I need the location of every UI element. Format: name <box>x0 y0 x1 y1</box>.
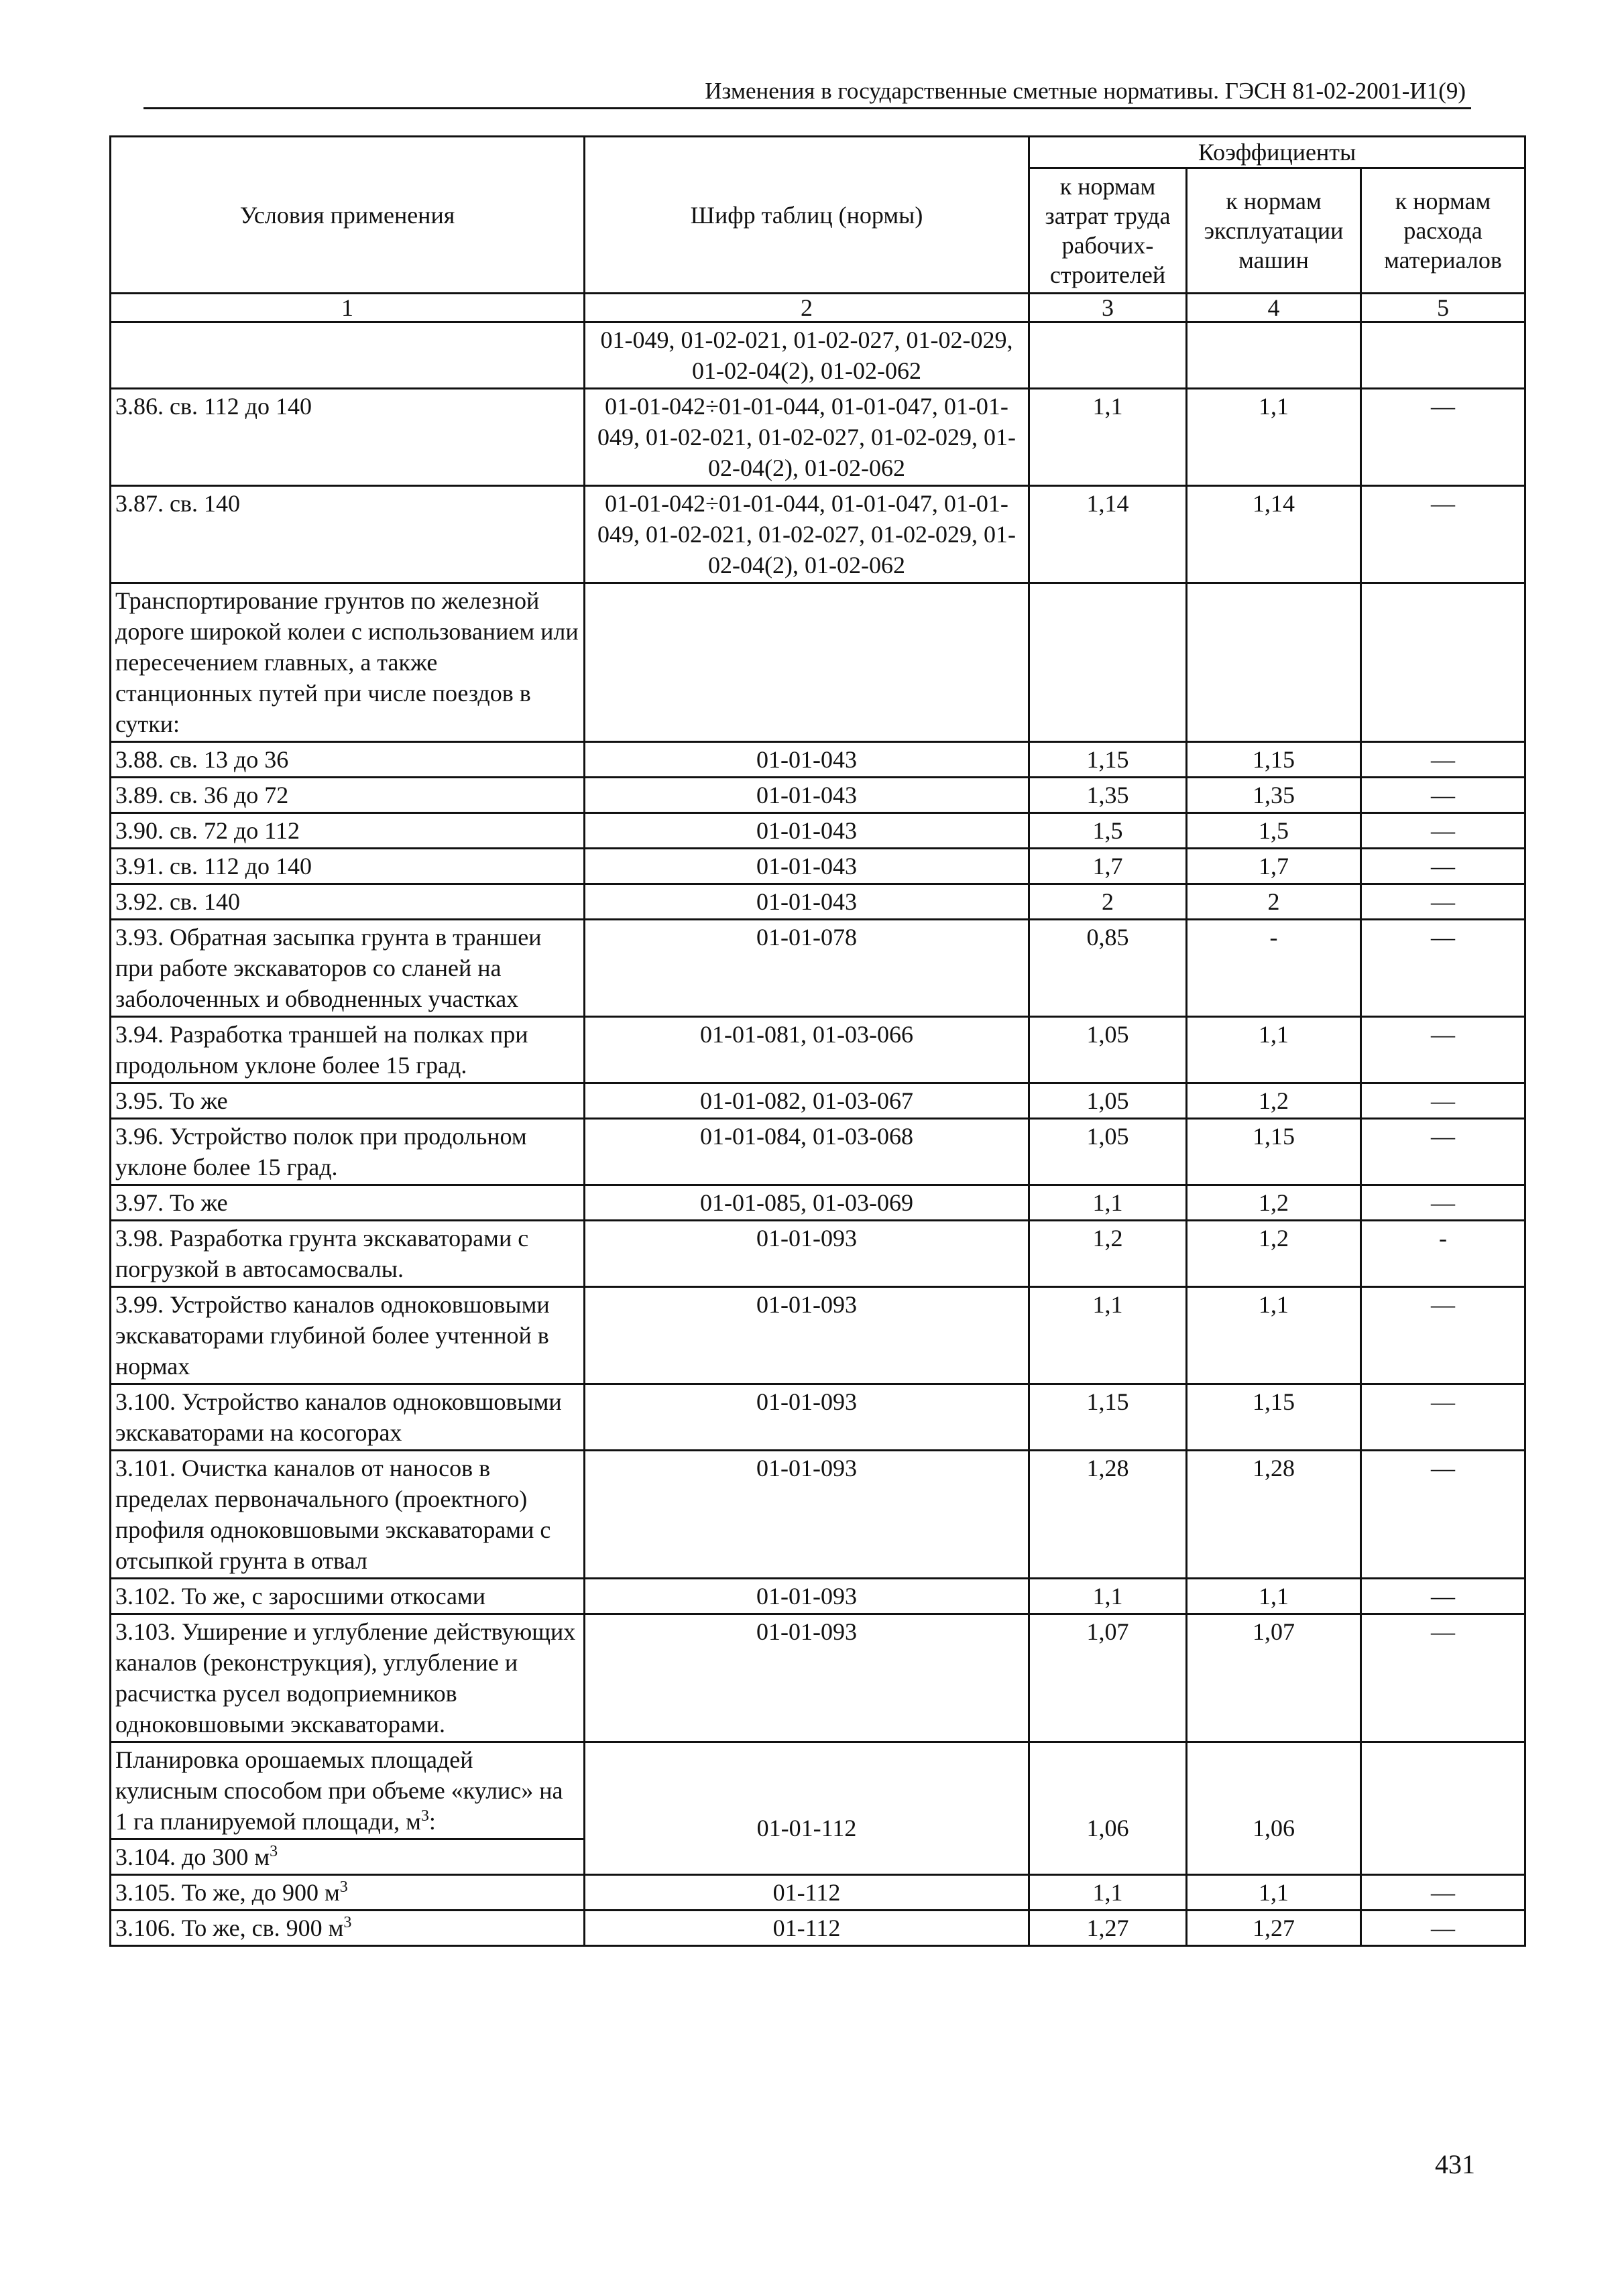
header-title: Изменения в государственные сметные нормативы. ГЭСН 81-02-2001-И1(9) <box>705 78 1466 104</box>
table-body-planning <box>111 1742 1525 1946</box>
table-row <box>111 1614 1525 1742</box>
col-number: 4 <box>1187 294 1361 322</box>
row-104-sup: 3 <box>270 1843 278 1860</box>
cell-code: 01-01-084, 01-03-068 <box>585 1119 1029 1185</box>
cell-labor: 1,14 <box>1029 486 1187 583</box>
table-row <box>111 1185 1525 1221</box>
cell-conditions: 3.87. св. 140 <box>111 486 585 583</box>
cell-conditions <box>111 1875 585 1911</box>
cell-machines: 1,1 <box>1187 1017 1361 1083</box>
table-row <box>111 849 1525 884</box>
cell-labor: 1,15 <box>1029 742 1187 778</box>
cell-machines: 1,2 <box>1187 1221 1361 1287</box>
table-row <box>111 1287 1525 1384</box>
cell-conditions <box>111 1911 585 1946</box>
cell-code: 01-01-082, 01-03-067 <box>585 1083 1029 1119</box>
cell-labor: 2 <box>1029 884 1187 920</box>
coefficients-table <box>109 135 1526 1947</box>
table-row <box>111 1742 1525 1839</box>
cell-code <box>585 583 1029 742</box>
table-row <box>111 1017 1525 1083</box>
table-row <box>111 813 1525 849</box>
planning-intro-tail: : <box>428 1808 436 1835</box>
cell-conditions: Транспортирование грунтов по железной дороге широкой колеи с использованием или пересечением главных, а также станционных путей при числе поездов в сутки: <box>111 583 585 742</box>
cell-conditions: 3.98. Разработка грунта экскаваторами с погрузкой в автосамосвалы. <box>111 1221 585 1287</box>
table-row <box>111 322 1525 389</box>
cell-code: 01-01-081, 01-03-066 <box>585 1017 1029 1083</box>
cell-conditions: 3.101. Очистка каналов от наносов в пределах первоначального (проектного) профиля одноковшовыми экскаваторами с отсыпкой грунта в отвал <box>111 1451 585 1579</box>
table-row <box>111 583 1525 742</box>
cell-materials <box>1361 322 1525 389</box>
col-number: 1 <box>111 294 585 322</box>
cell-machines: 1,27 <box>1187 1911 1361 1946</box>
column-number-row <box>111 294 1525 322</box>
cell-code: 01-01-043 <box>585 849 1029 884</box>
cell-machines: 1,28 <box>1187 1451 1361 1579</box>
cell-labor: 1,2 <box>1029 1221 1187 1287</box>
col-header-machines: к нормам эксплуатации машин <box>1187 168 1361 294</box>
cell-code: 01-01-093 <box>585 1221 1029 1287</box>
table-row <box>111 1911 1525 1946</box>
table-row <box>111 778 1525 813</box>
cell-labor: 1,05 <box>1029 1083 1187 1119</box>
cell-code: 01-112 <box>585 1911 1029 1946</box>
table-row <box>111 1083 1525 1119</box>
cell-labor: 1,7 <box>1029 849 1187 884</box>
cell-materials: — <box>1361 849 1525 884</box>
cell-code: 01-112 <box>585 1875 1029 1911</box>
cell-labor: 1,5 <box>1029 813 1187 849</box>
cell-materials: — <box>1361 1911 1525 1946</box>
cell-labor: 1,27 <box>1029 1911 1187 1946</box>
cell-conditions <box>111 1839 585 1875</box>
cell-conditions: 3.102. То же, с заросшими откосами <box>111 1579 585 1614</box>
table-row <box>111 389 1525 486</box>
table-row <box>111 1119 1525 1185</box>
table-body <box>111 322 1525 1742</box>
cell-labor: 1,35 <box>1029 778 1187 813</box>
cell-materials: — <box>1361 1451 1525 1579</box>
cell-machines: 1,1 <box>1187 1579 1361 1614</box>
cell-machines: 1,1 <box>1187 1287 1361 1384</box>
cell-machines: 1,1 <box>1187 1875 1361 1911</box>
cell-labor: 1,15 <box>1029 1384 1187 1451</box>
cell-labor <box>1029 322 1187 389</box>
cell-code: 01-01-042÷01-01-044, 01-01-047, 01-01-049, 01-02-021, 01-02-027, 01-02-029, 01-02-04(2), 01-02-062 <box>585 389 1029 486</box>
page-number: 431 <box>1435 2149 1475 2179</box>
cell-code: 01-01-078 <box>585 920 1029 1017</box>
row-105-label: 3.105. То же, до 900 м <box>115 1879 340 1906</box>
cell-conditions: 3.86. св. 112 до 140 <box>111 389 585 486</box>
cell-materials: — <box>1361 1017 1525 1083</box>
cell-materials: — <box>1361 486 1525 583</box>
table-row <box>111 920 1525 1017</box>
cell-materials: — <box>1361 1185 1525 1221</box>
table-row <box>111 1451 1525 1579</box>
cell-materials: — <box>1361 1287 1525 1384</box>
cell-machines <box>1187 583 1361 742</box>
cell-machines: 1,2 <box>1187 1083 1361 1119</box>
cell-materials: — <box>1361 920 1525 1017</box>
cell-conditions: 3.103. Уширение и углубление действующих каналов (реконструкция), углубление и расчистка русел водоприемников одноковшовыми экскаваторами. <box>111 1614 585 1742</box>
cell-conditions: 3.91. св. 112 до 140 <box>111 849 585 884</box>
cell-conditions: 3.89. св. 36 до 72 <box>111 778 585 813</box>
cell-code: 01-01-043 <box>585 742 1029 778</box>
cell-conditions: 3.92. св. 140 <box>111 884 585 920</box>
cell-materials: - <box>1361 1221 1525 1287</box>
cell-machines: - <box>1187 920 1361 1017</box>
cell-machines: 1,2 <box>1187 1185 1361 1221</box>
cell-code: 01-01-043 <box>585 778 1029 813</box>
cell-materials: — <box>1361 389 1525 486</box>
row-105-sup: 3 <box>339 1878 348 1896</box>
cell-machines: 1,15 <box>1187 1119 1361 1185</box>
cell-materials: — <box>1361 1083 1525 1119</box>
cell-conditions: 3.99. Устройство каналов одноковшовыми экскаваторами глубиной более учтенной в нормах <box>111 1287 585 1384</box>
cell-materials: — <box>1361 1614 1525 1742</box>
table-row <box>111 742 1525 778</box>
cell-machines: 1,5 <box>1187 813 1361 849</box>
cell-labor: 1,1 <box>1029 389 1187 486</box>
table-row <box>111 486 1525 583</box>
cell-materials <box>1361 583 1525 742</box>
cell-machines: 1,15 <box>1187 742 1361 778</box>
cell-code: 01-01-085, 01-03-069 <box>585 1185 1029 1221</box>
cell-materials: — <box>1361 1384 1525 1451</box>
cell-code: 01-01-112 <box>585 1742 1029 1875</box>
cell-conditions: 3.97. То же <box>111 1185 585 1221</box>
row-104-label: 3.104. до 300 м <box>115 1844 270 1870</box>
header-row-top <box>111 137 1525 168</box>
cell-labor <box>1029 583 1187 742</box>
cell-materials: — <box>1361 742 1525 778</box>
cell-labor: 0,85 <box>1029 920 1187 1017</box>
cell-materials <box>1361 1742 1525 1875</box>
cell-code: 01-01-043 <box>585 884 1029 920</box>
cell-materials: — <box>1361 884 1525 920</box>
cell-machines: 1,7 <box>1187 849 1361 884</box>
table-row <box>111 1875 1525 1911</box>
table-row <box>111 1221 1525 1287</box>
cell-conditions <box>111 322 585 389</box>
cell-materials: — <box>1361 1875 1525 1911</box>
col-header-code: Шифр таблиц (нормы) <box>585 137 1029 294</box>
row-106-label: 3.106. То же, св. 900 м <box>115 1915 344 1941</box>
col-header-labor: к нормам затрат труда рабочих-строителей <box>1029 168 1187 294</box>
cell-conditions: 3.88. св. 13 до 36 <box>111 742 585 778</box>
cell-machines: 1,06 <box>1187 1742 1361 1875</box>
cell-code: 01-049, 01-02-021, 01-02-027, 01-02-029, 01-02-04(2), 01-02-062 <box>585 322 1029 389</box>
cell-code: 01-01-043 <box>585 813 1029 849</box>
cell-materials: — <box>1361 1579 1525 1614</box>
cell-code: 01-01-093 <box>585 1384 1029 1451</box>
planning-intro-sup: 3 <box>420 1807 429 1825</box>
cell-code: 01-01-042÷01-01-044, 01-01-047, 01-01-049, 01-02-021, 01-02-027, 01-02-029, 01-02-04(2), 01-02-062 <box>585 486 1029 583</box>
col-number: 3 <box>1029 294 1187 322</box>
col-header-materials: к нормам расхода материалов <box>1361 168 1525 294</box>
col-number: 2 <box>585 294 1029 322</box>
cell-conditions: 3.93. Обратная засыпка грунта в траншеи при работе экскаваторов со сланей на заболоченных и обводненных участках <box>111 920 585 1017</box>
table-row <box>111 1384 1525 1451</box>
cell-code: 01-01-093 <box>585 1451 1029 1579</box>
cell-machines: 1,15 <box>1187 1384 1361 1451</box>
table-row <box>111 884 1525 920</box>
cell-labor: 1,05 <box>1029 1017 1187 1083</box>
page-header <box>143 78 1471 109</box>
planning-intro: Планировка орошаемых площадей кулисным способом при объеме «кулис» на 1 га планируемой площади, м <box>115 1746 563 1835</box>
cell-materials: — <box>1361 1119 1525 1185</box>
cell-conditions: 3.94. Разработка траншей на полках при продольном уклоне более 15 град. <box>111 1017 585 1083</box>
col-header-coefficients: Коэффициенты <box>1029 137 1525 168</box>
cell-machines: 1,14 <box>1187 486 1361 583</box>
cell-labor: 1,1 <box>1029 1579 1187 1614</box>
cell-code: 01-01-093 <box>585 1287 1029 1384</box>
col-number: 5 <box>1361 294 1525 322</box>
cell-code: 01-01-093 <box>585 1614 1029 1742</box>
cell-labor: 1,28 <box>1029 1451 1187 1579</box>
cell-labor: 1,1 <box>1029 1287 1187 1384</box>
cell-machines: 2 <box>1187 884 1361 920</box>
cell-code: 01-01-093 <box>585 1579 1029 1614</box>
cell-machines: 1,1 <box>1187 389 1361 486</box>
cell-conditions: 3.96. Устройство полок при продольном уклоне более 15 град. <box>111 1119 585 1185</box>
cell-machines <box>1187 322 1361 389</box>
cell-conditions: 3.100. Устройство каналов одноковшовыми экскаваторами на косогорах <box>111 1384 585 1451</box>
table-row <box>111 1579 1525 1614</box>
cell-materials: — <box>1361 778 1525 813</box>
col-header-conditions: Условия применения <box>111 137 585 294</box>
row-106-sup: 3 <box>343 1914 352 1931</box>
cell-materials: — <box>1361 813 1525 849</box>
cell-labor: 1,1 <box>1029 1185 1187 1221</box>
cell-labor: 1,07 <box>1029 1614 1187 1742</box>
cell-conditions: 3.90. св. 72 до 112 <box>111 813 585 849</box>
cell-labor: 1,1 <box>1029 1875 1187 1911</box>
cell-conditions <box>111 1742 585 1839</box>
cell-labor: 1,06 <box>1029 1742 1187 1875</box>
cell-labor: 1,05 <box>1029 1119 1187 1185</box>
cell-machines: 1,35 <box>1187 778 1361 813</box>
cell-conditions: 3.95. То же <box>111 1083 585 1119</box>
cell-machines: 1,07 <box>1187 1614 1361 1742</box>
